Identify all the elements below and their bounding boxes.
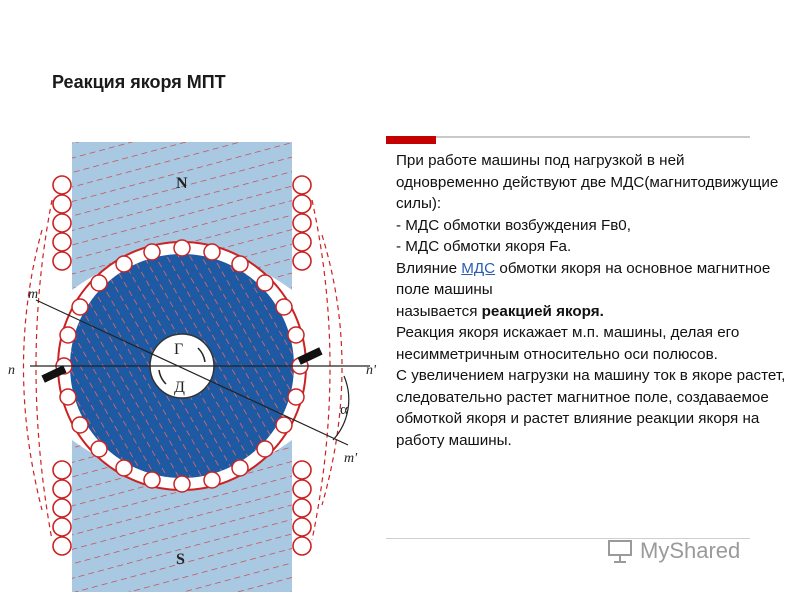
decor-accent <box>386 136 436 144</box>
alpha-label: α <box>340 402 348 418</box>
armature-reaction-diagram <box>8 140 380 595</box>
north-label: N <box>176 175 188 192</box>
watermark-text: MyShared <box>640 538 741 563</box>
motor-label: Д <box>174 379 185 396</box>
para-4: Влияние МДС обмотки якоря на основное магнитное поле машины <box>396 259 771 298</box>
m-prime-label: m' <box>344 451 358 466</box>
watermark <box>606 537 740 565</box>
body-text <box>396 150 788 451</box>
n-prime-label: n' <box>366 363 376 378</box>
mds-link[interactable]: МДС <box>461 259 496 277</box>
para-2: - МДС обмотки возбуждения Fв0, <box>396 216 631 234</box>
para-7: С увеличением нагрузки на машину ток в якоре растет, следовательно растет магнитное поле, создаваемое обмоткой якоря и растет влияние реакции якоря на работу машины. <box>396 367 786 449</box>
para-1: При работе машины под нагрузкой в ней одновременно действуют две МДС(магнитодвижущие силы): <box>396 152 779 212</box>
m-label: m <box>28 287 39 302</box>
para-3: - МДС обмотки якоря Fa. <box>396 238 572 255</box>
projector-screen-icon <box>606 537 634 565</box>
para-5: называется реакцией якоря. <box>396 302 604 320</box>
n-label: n <box>8 363 15 378</box>
para-6: Реакция якоря искажает м.п. машины, делая его несимметричным относительно оси полюсов. <box>396 324 740 363</box>
decor-line <box>386 136 750 138</box>
south-label: S <box>176 551 185 568</box>
generator-label: Г <box>174 341 184 358</box>
slide-title: Реакция якоря МПТ <box>52 72 226 92</box>
